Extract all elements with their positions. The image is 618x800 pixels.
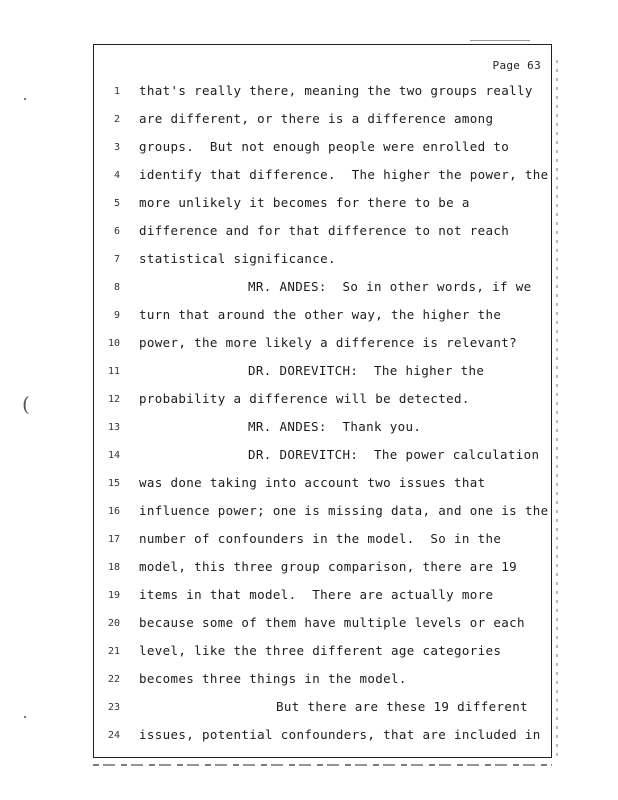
line-number: 6: [113, 226, 120, 237]
transcript-line: [94, 671, 551, 693]
scan-speck: [24, 98, 26, 100]
line-number: 22: [107, 674, 120, 685]
transcript-line: [94, 363, 551, 385]
line-text: turn that around the other way, the higher the: [139, 307, 502, 322]
line-number: 12: [107, 394, 120, 405]
transcript-line: [94, 475, 551, 497]
line-number: 24: [107, 730, 120, 741]
transcript-line: [94, 391, 551, 413]
line-text: influence power; one is missing data, and one is the: [139, 503, 549, 518]
line-text: DR. DOREVITCH: The higher the: [248, 363, 485, 378]
line-number: 15: [107, 478, 120, 489]
transcript-line: [94, 503, 551, 525]
transcript-line: [94, 643, 551, 665]
line-text: groups. But not enough people were enrolled to: [139, 139, 510, 154]
transcript-line: [94, 587, 551, 609]
hole-punch-mark: (: [22, 392, 30, 416]
line-text: items in that model. There are actually more: [139, 587, 494, 602]
line-number: 8: [113, 282, 120, 293]
transcript-line: [94, 615, 551, 637]
transcript-line: [94, 559, 551, 581]
line-text: was done taking into account two issues that: [139, 475, 486, 490]
line-text: MR. ANDES: So in other words, if we: [248, 279, 532, 294]
line-text: issues, potential confounders, that are included in: [139, 727, 541, 742]
transcript-line: [94, 727, 551, 749]
line-number: 18: [107, 562, 120, 573]
transcript-line: [94, 699, 551, 721]
page-number: Page 63: [492, 59, 541, 72]
line-number: 23: [107, 702, 120, 713]
transcript-line: [94, 279, 551, 301]
line-text: difference and for that difference to not reach: [139, 223, 510, 238]
line-text: DR. DOREVITCH: The power calculation: [248, 447, 540, 462]
line-text: that's really there, meaning the two groups really: [139, 83, 533, 98]
scan-artifact-bottom: [93, 764, 552, 766]
line-text: are different, or there is a difference among: [139, 111, 494, 126]
line-number: 21: [107, 646, 120, 657]
transcript-line: [94, 251, 551, 273]
transcript-line: [94, 139, 551, 161]
line-text: But there are these 19 different: [276, 699, 529, 714]
transcript-line: [94, 307, 551, 329]
line-number: 16: [107, 506, 120, 517]
line-number: 9: [113, 310, 120, 321]
line-number: 2: [113, 114, 120, 125]
line-number: 3: [113, 142, 120, 153]
line-text: MR. ANDES: Thank you.: [248, 419, 422, 434]
scan-artifact-top: [470, 40, 530, 41]
transcript-page: [93, 44, 552, 758]
line-text: statistical significance.: [139, 251, 336, 266]
transcript-line: [94, 419, 551, 441]
scan-speck: [24, 716, 26, 718]
transcript-line: [94, 195, 551, 217]
line-number: 19: [107, 590, 120, 601]
line-text: identify that difference. The higher the power, the: [139, 167, 549, 182]
transcript-line: [94, 223, 551, 245]
line-text: probability a difference will be detected.: [139, 391, 470, 406]
transcript-line: [94, 447, 551, 469]
line-text: because some of them have multiple levels or each: [139, 615, 525, 630]
line-number: 17: [107, 534, 120, 545]
line-number: 14: [107, 450, 120, 461]
line-number: 5: [113, 198, 120, 209]
transcript-line: [94, 531, 551, 553]
line-number: 13: [107, 422, 120, 433]
line-text: becomes three things in the model.: [139, 671, 407, 686]
line-text: power, the more likely a difference is relevant?: [139, 335, 518, 350]
line-text: more unlikely it becomes for there to be a: [139, 195, 470, 210]
scan-artifact-right-edge: [556, 60, 558, 760]
transcript-line: [94, 111, 551, 133]
line-number: 4: [113, 170, 120, 181]
transcript-line: [94, 167, 551, 189]
line-number: 10: [107, 338, 120, 349]
transcript-line: [94, 83, 551, 105]
line-number: 11: [107, 366, 120, 377]
line-number: 7: [113, 254, 120, 265]
line-text: number of confounders in the model. So in the: [139, 531, 502, 546]
transcript-line: [94, 335, 551, 357]
line-number: 20: [107, 618, 120, 629]
line-text: model, this three group comparison, there are 19: [139, 559, 518, 574]
line-text: level, like the three different age categories: [139, 643, 502, 658]
line-number: 1: [113, 86, 120, 97]
